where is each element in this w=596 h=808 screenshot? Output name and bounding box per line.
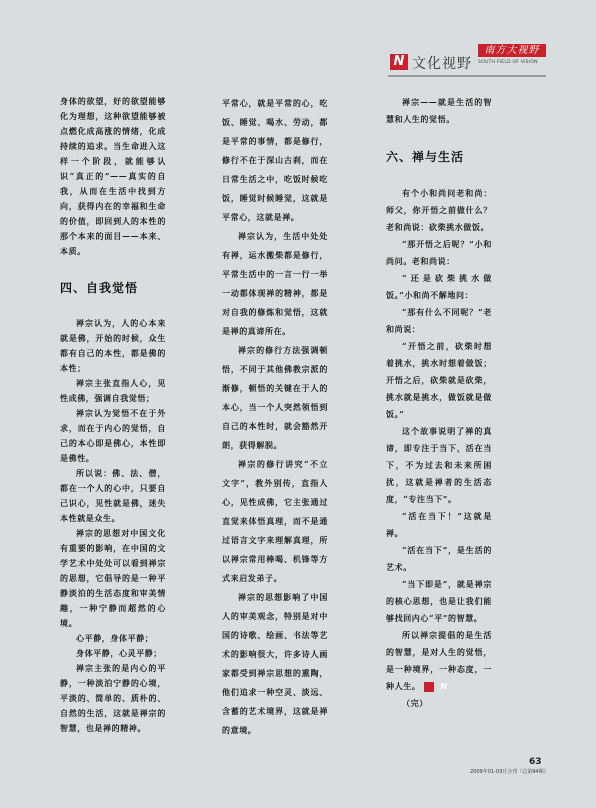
paragraph: “当下即是”，就是禅宗的核心思想，也是让我们能够找回内心“平”的智慧。 [386,579,492,623]
paragraph-with-end-mark [386,627,492,695]
paragraph: 有个小和尚问老和尚：师父，你开悟之前做什么？老和尚说：砍柴挑水做饭。 [386,188,492,232]
section-heading: 四、自我觉悟 [60,281,139,295]
paragraph: 身体的欲望，好的欲望能够化为理想，这种欲望能够被点燃化成高涨的情绪，化成持续的追求。当生命进入这样一个阶段，就能够认识“真正的”——真实的自我，从而在生活中找到方向，获得内在的幸福和生命的价值，即回到人的本性的那个本来的面目——本来、本质。 [60,96,166,256]
paragraph: 禅宗主张的是内心的平静，一种淡泊宁静的心境，平淡的、简单的、质朴的、自然的生活，这就是禅宗的智慧，也是禅的精神。 [60,663,166,733]
header-divider [388,75,546,77]
page-number: 63 [529,757,542,767]
paragraph: 这个故事说明了禅的真谛，即专注于当下，活在当下，不为过去和未来所困扰，这就是禅者的生活态度，“专注当下”。 [386,426,492,504]
paragraph: 禅宗主张直指人心，见性成佛，强调自我觉悟； [60,378,166,403]
paragraph: “活在当下！”这就是禅。 [386,511,492,538]
paragraph: “活在当下”，是生活的艺术。 [386,545,492,572]
paragraph: “那有什么不同呢？”老和尚说： [386,307,492,334]
page-header [390,44,546,78]
paragraph: “那开悟之后呢？”小和尚问。老和尚说： [386,239,492,266]
paragraph: 所以说：佛、法、僧，都在一个人的心中，只要自己识心，见性就是佛，迷失本性就是众生。 [60,468,166,523]
end-mark-icon: N [424,682,434,692]
paragraph: 禅宗认为，生活中处处有禅，运水搬柴都是修行，平常生活中的一言一行一举一动都体现禅的精神，都是对自我的修炼和觉悟，这就是禅的真谛所在。 [222,231,328,336]
text-column-3 [386,94,492,712]
paragraph: 平常心，就是平常的心，吃饭、睡觉、喝水、劳动，都是平常的事情，都是修行，修行不在于深山古刹，而在日常生活之中，吃饭时候吃饭，睡觉时候睡觉，这就是平常心，这就是禅。 [222,98,328,222]
byline: （完） [402,698,428,708]
brand-subtitle: SOUTH FIELD OF VISION [478,60,538,65]
paragraph: 禅宗的思想影响了中国人的审美观念，特别是对中国的诗歌、绘画、书法等艺术的影响很大，许多诗人画家都受到禅宗思想的熏陶，他们追求一种空灵、淡远、含蓄的艺术境界，这就是禅的意境。 [222,592,328,735]
paragraph: “开悟之前，砍柴时想着挑水，挑水时想着做饭；开悟之后，砍柴就是砍柴，挑水就是挑水，做饭就是做饭。” [386,341,492,419]
section-title: 文化视野 [412,56,472,72]
brand-box [478,44,546,65]
paragraph: 身体平静，心灵平静； [76,648,162,658]
text-column-1 [60,94,166,736]
n-logo-icon: N [390,54,408,70]
paragraph: 禅宗——就是生活的智慧和人生的觉悟。 [386,97,492,124]
paragraph: 禅宗认为，人的心本来就是佛，开始的时候，众生都有自己的本性，都是佛的本性； [60,318,166,373]
issue-info: 2009年01-03月合刊（总第94期） [470,769,549,775]
paragraph: 禅宗的修行讲究“不立文字”，教外别传，直指人心，见性成佛，它主张通过直觉来体悟真理，而不是通过语言文字来理解真理，所以禅宗常用棒喝、机锋等方式来启发弟子。 [222,459,328,583]
paragraph-text: 所以禅宗提倡的是生活的智慧，是对人生的觉悟，是一种境界，一种态度，一种人生。 [386,630,492,691]
paragraph: 心平静，身体平静； [76,633,154,643]
brand-name: 南方大视野 [478,44,546,57]
section-heading: 六、禅与生活 [386,150,465,164]
paragraph: 禅宗的思想对中国文化有重要的影响，在中国的文学艺术中处处可以看到禅宗的思想，它倡导的是一种平静淡泊的生活态度和审美情趣，一种宁静而超然的心境。 [60,528,166,628]
paragraph: 禅宗的修行方法强调顿悟，不同于其他佛教宗派的渐修，顿悟的关键在于人的本心，当一个人突然领悟到自己的本性时，就会豁然开朗，获得解脱。 [222,345,328,450]
paragraph: 禅宗认为觉悟不在于外求，而在于内心的觉悟，自己的本心即是佛心，本性即是佛性。 [60,408,166,463]
paragraph: “还是砍柴挑水做饭。”小和尚不解地问： [386,273,492,300]
text-column-2 [222,94,328,740]
